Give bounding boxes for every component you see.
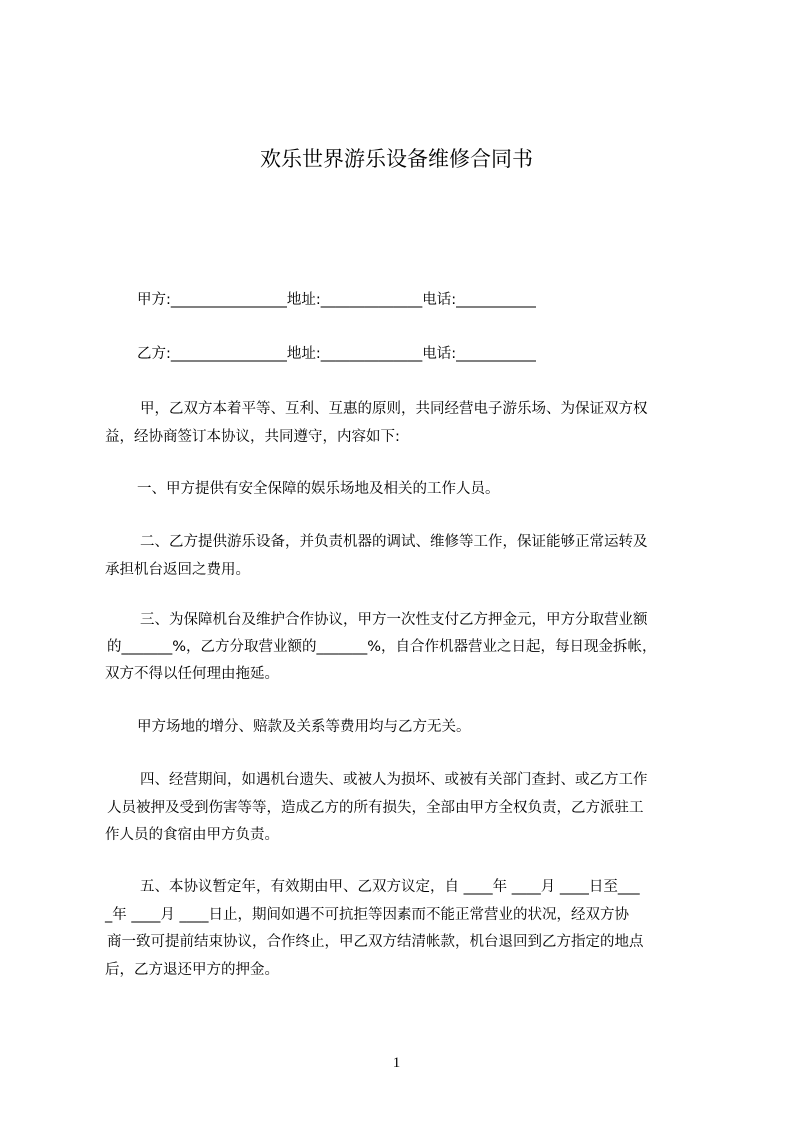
clause-5-line: 五、本协议暂定年，有效期由甲、乙双方议定，自 ____年 ____月 ____日至___	[140, 879, 640, 895]
clause-5-line: 商一致可提前结束协议，合作终止，甲乙双方结清帐款，机台退回到乙方指定的地点	[107, 934, 644, 950]
clause-4-line: 四、经营期间，如遇机台遗失、或被人为损坏、或被有关部门查封、或乙方工作	[140, 772, 648, 788]
clause-2-line: 承担机台返回之费用。	[105, 562, 250, 578]
clause-5-line: 后，乙方退还甲方的押金。	[105, 962, 279, 978]
intro-line: 甲，乙双方本着平等、互利、互惠的原则，共同经营电子游乐场、为保证双方权	[140, 401, 648, 417]
party-b-line: 乙方:________________地址:______________电话:___________	[137, 346, 536, 362]
clause-4-line: 作人员的食宿由甲方负责。	[105, 827, 279, 843]
clause-2-line: 二、乙方提供游乐设备，并负责机器的调试、维修等工作，保证能够正常运转及	[140, 534, 648, 550]
document-title: 欢乐世界游乐设备维修合同书	[260, 147, 533, 171]
party-a-line: 甲方:________________地址:______________电话:___________	[137, 292, 536, 308]
clause-4-line: 人员被押及受到伤害等等，造成乙方的所有损失，全部由甲方全权负责，乙方派驻工	[107, 800, 644, 816]
clause-1: 一、甲方提供有安全保障的娱乐场地及相关的工作人员。	[137, 481, 500, 497]
clause-3-line: 双方不得以任何理由拖延。	[105, 666, 279, 682]
intro-line: 益，经协商签订本协议，共同遵守，内容如下:	[105, 429, 400, 445]
clause-5-line: _年 ____月 ____日止，期间如遇不可抗拒等因素而不能正常营业的状况，经双方协	[105, 907, 629, 923]
page-number: 1	[392, 1055, 401, 1071]
clause-3-line: 三、为保障机台及维护合作协议，甲方一次性支付乙方押金元，甲方分取营业额	[140, 612, 648, 628]
note-line: 甲方场地的增分、赔款及关系等费用均与乙方无关。	[137, 719, 471, 735]
clause-3-line: 的_______%，乙方分取营业额的_______%，自合作机器营业之日起，每日现金拆帐，	[107, 639, 657, 655]
